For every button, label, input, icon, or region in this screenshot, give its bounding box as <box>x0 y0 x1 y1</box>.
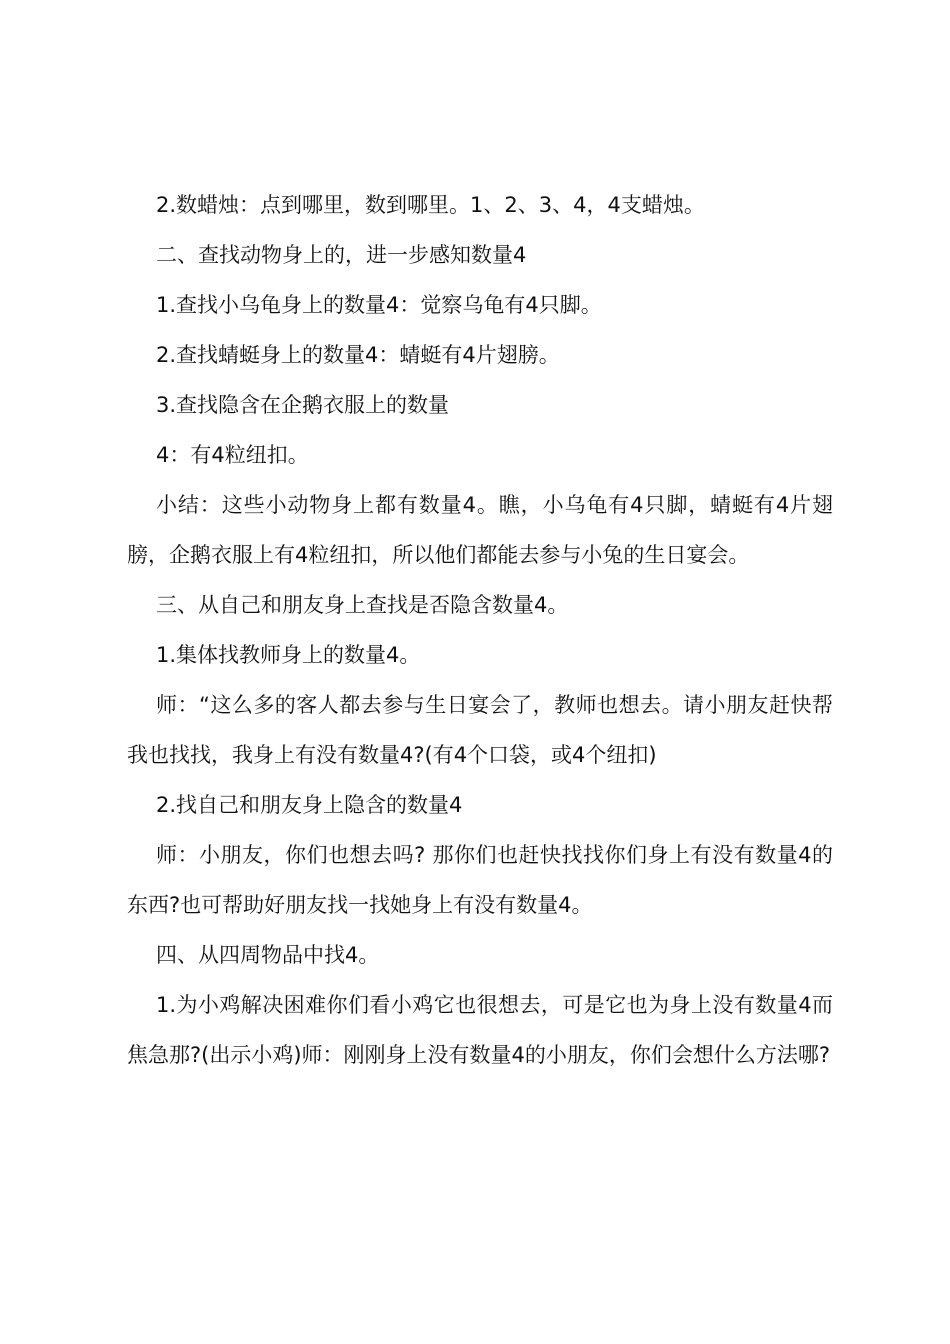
paragraph-dragonfly: 2.查找蜻蜓身上的数量4：蜻蜓有4片翅膀。 <box>156 343 560 367</box>
paragraph-self-friends: 2.找自己和朋友身上隐含的数量4 <box>156 793 463 817</box>
heading-section-four: 四、从四周物品中找4。 <box>156 943 380 967</box>
paragraph-teacher-four: 1.集体找教师身上的数量4。 <box>156 643 421 667</box>
paragraph-turtle: 1.查找小乌龟身上的数量4：觉察乌龟有4只脚。 <box>156 293 602 317</box>
paragraph-penguin: 3.查找隐含在企鹅衣服上的数量 <box>156 393 450 417</box>
paragraph-count-candles: 2.数蜡烛：点到哪里，数到哪里。1、2、3、4，4支蜡烛。 <box>156 193 705 217</box>
paragraph-teacher-question: 师：小朋友，你们也想去吗? 那你们也赶快找找你们身上有没有数量4的东西?也可帮助好朋友找一找她身上有没有数量4。 <box>127 843 833 917</box>
paragraph-summary: 小结：这些小动物身上都有数量4。瞧，小乌龟有4只脚，蜻蜓有4片翅膀，企鹅衣服上有4粒纽扣，所以他们都能去参与小兔的生日宴会。 <box>127 493 833 567</box>
heading-section-three: 三、从自己和朋友身上查找是否隐含数量4。 <box>156 593 569 617</box>
document-body <box>127 180 833 1080</box>
paragraph-penguin-buttons: 4：有4粒纽扣。 <box>156 443 309 467</box>
heading-section-two: 二、查找动物身上的，进一步感知数量4 <box>156 243 527 267</box>
paragraph-chick: 1.为小鸡解决困难你们看小鸡它也很想去，可是它也为身上没有数量4而焦急那?(出示小鸡)师：刚刚身上没有数量4的小朋友，你们会想什么方法哪? <box>127 993 833 1067</box>
paragraph-teacher-speech: 师：“这么多的客人都去参与生日宴会了，教师也想去。请小朋友赶快帮我也找找，我身上有没有数量4?(有4个口袋，或4个纽扣) <box>127 693 833 767</box>
